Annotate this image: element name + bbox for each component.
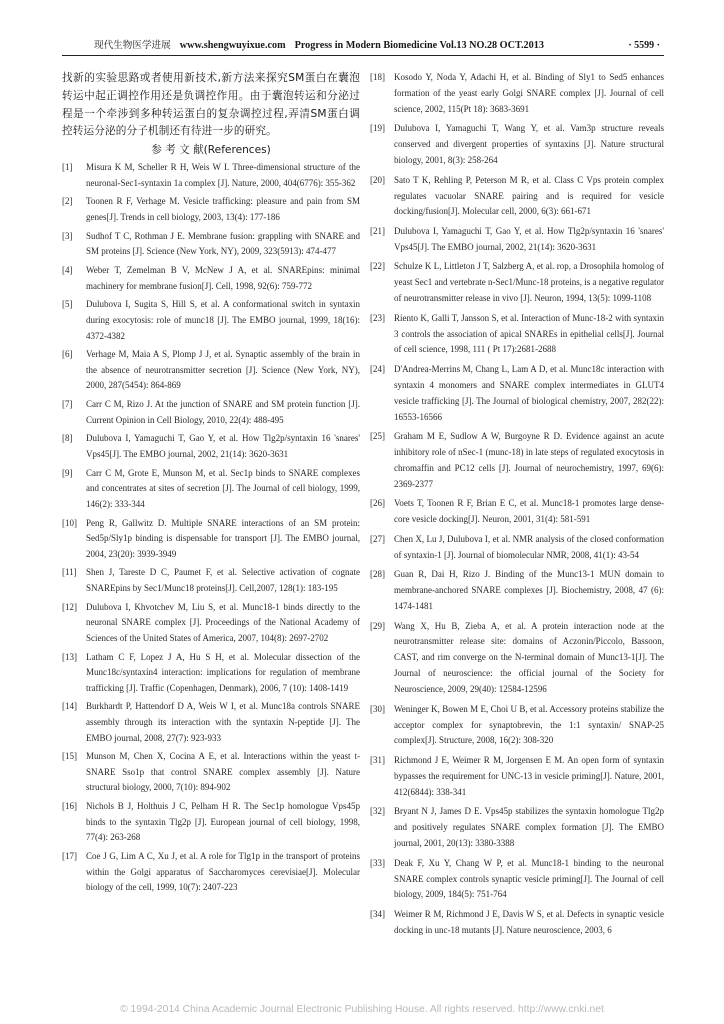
reference-text: Deak F, Xu Y, Chang W P, et al. Munc18-1 binding to the neuronal SNARE complex controls synaptic vesicle priming[J]. The Journal of cell biology, 2009, 184(5): 751-764 <box>394 857 664 900</box>
reference-number: [29] <box>370 620 385 631</box>
reference-number: [11] <box>62 567 77 578</box>
reference-number: [6] <box>62 349 73 360</box>
reference-text: Carr C M, Rizo J. At the junction of SNARE and SM protein function [J]. Current Opinion in Cell Biology, 2010, 22(4): 488-495 <box>86 399 360 425</box>
reference-text: Dulubova I, Yamaguchi T, Wang Y, et al. Vam3p structure reveals conserved and divergent properties of syntaxins [J]. Nature structural biology, 2001, 8(3): 258-264 <box>394 123 664 166</box>
right-column <box>370 70 664 942</box>
reference-number: [5] <box>62 299 73 310</box>
reference-list-right <box>370 70 664 939</box>
header-rule <box>62 55 664 56</box>
references-heading: 参 考 文 献(References) <box>151 144 271 157</box>
reference-text: Misura K M, Scheller R H, Weis W I. Three-dimensional structure of the neuronal-Sec1-syntaxin 1a complex [J]. Nature, 2000, 404(6776): 355-362 <box>86 162 360 188</box>
reference-number: [7] <box>62 399 73 410</box>
reference-item <box>62 565 360 596</box>
journal-website: www.shengwuyixue.com <box>179 40 286 51</box>
reference-text: Voets T, Toonen R F, Brian E C, et al. Munc18-1 promotes large dense-core vesicle docking[J]. Neuron, 2001, 31(4): 581-591 <box>394 498 664 525</box>
reference-text: Weimer R M, Richmond J E, Davis W S, et al. Defects in synaptic vesicle docking in unc-18 mutants [J]. Nature neuroscience, 2003, 6 <box>394 908 664 935</box>
reference-item <box>370 907 664 939</box>
reference-text: Dulubova I, Khvotchev M, Liu S, et al. Munc18-1 binds directly to the neuronal SNARE complex [J]. Proceedings of the National Academy of Sciences of the United States of America, 2007, 104(8): 2697-2702 <box>86 601 360 643</box>
reference-number: [32] <box>370 806 385 817</box>
reference-item <box>62 229 360 260</box>
reference-item <box>370 567 664 615</box>
reference-text: Schulze K L, Littleton J T, Salzberg A, et al. rop, a Drosophila homolog of yeast Sec1 and vertebrate n-Sec1/Munc-18 proteins, is a negative regulator of neurotransmitter release in vivo [J]. Neuron, 1994, 13(5): 1099-1108 <box>394 261 664 304</box>
reference-text: Latham C F, Lopez J A, Hu S H, et al. Molecular dissection of the Munc18c/syntaxin4 interaction: implications for regulation of membrane trafficking [J]. Traffic (Copenhagen, Denmark), 2006, 7 (10): 1408-1419 <box>86 651 360 693</box>
reference-item <box>370 702 664 750</box>
reference-number: [26] <box>370 498 385 509</box>
reference-text: Dulubova I, Yamaguchi T, Gao Y, et al. How Tlg2p/syntaxin 16 'snares' Vps45[J]. The EMBO journal, 2002, 21(14): 3620-3631 <box>394 225 664 252</box>
reference-item <box>62 297 360 344</box>
reference-text: Weninger K, Bowen M E, Choi U B, et al. Accessory proteins stabilize the acceptor complex for synaptobrevin, the 1:1 syntaxin/ SNAP-25 complex[J]. Structure, 2008, 16(2): 308-320 <box>394 703 664 746</box>
intro-paragraph: 找新的实验思路或者使用新技术,新方法来探究SM蛋白在囊泡转运中起正调控作用还是负调控作用。由于囊泡转运和分泌过程是一个牵涉到多种转运蛋白的复杂调控过程,弄清SM蛋白调控转运分泌的分子机制还有待进一步的研究。 <box>62 72 360 138</box>
reference-text: Shen J, Tareste D C, Paumet F, et al. Selective activation of cognate SNAREpins by Sec1/Munc18 proteins[J]. Cell,2007, 128(1): 183-195 <box>86 567 360 593</box>
reference-number: [25] <box>370 431 385 442</box>
reference-item <box>62 600 360 647</box>
reference-item <box>370 856 664 904</box>
left-column <box>62 70 360 899</box>
reference-text: Sudhof T C, Rothman J E. Membrane fusion: grappling with SNARE and SM proteins [J]. Science (New York, NY), 2009, 323(5913): 474-477 <box>86 230 360 257</box>
reference-number: [15] <box>62 751 77 762</box>
reference-text: Burkhardt P, Hattendorf D A, Weis W I, et al. Munc18a controls SNARE assembly through its interaction with the syntaxin N-peptide [J]. The EMBO journal, 2008, 27(7): 923-933 <box>86 701 360 743</box>
reference-item <box>62 849 360 896</box>
reference-item <box>62 516 360 563</box>
reference-number: [30] <box>370 703 385 714</box>
reference-text: Kosodo Y, Noda Y, Adachi H, et al. Binding of Sly1 to Sed5 enhances formation of the yeast early Golgi SNARE complex [J]. Journal of cell science, 2002, 115(Pt 18): 3683-3691 <box>394 72 664 114</box>
reference-text: Guan R, Dai H, Rizo J. Binding of the Munc13-1 MUN domain to membrane-anchored SNARE complexes [J]. Biochemistry, 2008, 47 (6): 1474-1481 <box>394 569 664 612</box>
reference-number: [24] <box>370 363 385 374</box>
reference-number: [21] <box>370 225 385 236</box>
reference-item <box>62 799 360 846</box>
reference-number: [34] <box>370 908 385 919</box>
reference-number: [14] <box>62 701 77 712</box>
reference-item <box>62 466 360 513</box>
reference-text: Bryant N J, James D E. Vps45p stabilizes the syntaxin homologue Tlg2p and positively regulates SNARE complex formation [J]. The EMBO journal, 2001, 20(13): 3380-3388 <box>394 806 664 849</box>
reference-text: Chen X, Lu J, Dulubova I, et al. NMR analysis of the closed conformation of syntaxin-1 [J]. Journal of biomolecular NMR, 2008, 41(1): 43-54 <box>394 533 664 560</box>
reference-item <box>62 650 360 697</box>
reference-item <box>62 194 360 225</box>
reference-number: [9] <box>62 467 73 478</box>
reference-text: Nichols B J, Holthuis J C, Pelham H R. The Sec1p homologue Vps45p binds to the syntaxin Tlg2p [J]. European journal of cell biology, 1998, 77(4): 263-268 <box>86 801 360 843</box>
reference-item <box>62 431 360 462</box>
reference-number: [19] <box>370 123 385 134</box>
reference-number: [31] <box>370 754 385 765</box>
reference-number: [2] <box>62 196 73 207</box>
reference-text: Munson M, Chen X, Cocina A E, et al. Interactions within the yeast t-SNARE Sso1p that control SNARE complex assembly [J]. Nature structural biology, 2000, 7(10): 894-902 <box>86 751 360 793</box>
reference-text: Sato T K, Rehling P, Peterson M R, et al. Class C Vps protein complex regulates vacuolar SNARE pairing and is required for vesicle docking/fusion[J]. Molecular cell, 2000, 6(3): 661-671 <box>394 174 664 217</box>
reference-item <box>370 121 664 169</box>
reference-text: Verhage M, Maia A S, Plomp J J, et al. Synaptic assembly of the brain in the absence of neurotransmitter secretion [J]. Science (New York, NY), 2000, 287(5454): 864-869 <box>86 349 360 391</box>
reference-item <box>370 429 664 493</box>
running-header <box>94 37 660 53</box>
reference-number: [33] <box>370 857 385 868</box>
reference-text: Richmond J E, Weimer R M, Jorgensen E M. An open form of syntaxin bypasses the requirement for UNC-13 in vesicle priming[J]. Nature, 2001, 412(6844): 338-341 <box>394 754 664 797</box>
reference-text: Peng R, Gallwitz D. Multiple SNARE interactions of an SM protein: Sed5p/Sly1p binding is dispensable for transport [J]. The EMBO journal, 2004, 23(20): 3939-3949 <box>86 517 360 559</box>
reference-text: Toonen R F, Verhage M. Vesicle trafficking: pleasure and pain from SM genes[J]. Trends in cell biology, 2003, 13(4): 177-186 <box>86 196 360 223</box>
reference-text: Wang X, Hu B, Zieba A, et al. A protein interaction node at the neurotransmitter release site: domains of Aczonin/Piccolo, Bassoon, CAST, and rim converge on the N-terminal domain of Munc13-1[J]. The Journal of neuroscience: the official journal of the Society for Neuroscience, 2009, 29(40): 12584-12596 <box>394 620 664 695</box>
reference-list-left <box>62 160 360 896</box>
reference-number: [18] <box>370 72 385 82</box>
reference-text: Weber T, Zemelman B V, McNew J A, et al. SNAREpins: minimal machinery for membrane fusion[J]. Cell, 1998, 92(6): 759-772 <box>86 265 360 291</box>
reference-item <box>370 173 664 221</box>
reference-item <box>370 532 664 564</box>
reference-number: [23] <box>370 312 385 323</box>
reference-text: Carr C M, Grote E, Munson M, et al. Sec1p binds to SNARE complexes and concentrates at sites of secretion [J]. The Journal of cell biology, 1999, 146(2): 333-344 <box>86 467 360 509</box>
reference-item <box>370 619 664 699</box>
reference-text: D'Andrea-Merrins M, Chang L, Lam A D, et al. Munc18c interaction with syntaxin 4 monomers and SNARE complex intermediates in GLUT4 vesicle trafficking [J]. The Journal of biological chemistry, 2007, 282(22): 16553-16566 <box>394 363 664 422</box>
reference-number: [4] <box>62 265 73 276</box>
reference-number: [10] <box>62 517 77 528</box>
reference-number: [3] <box>62 230 73 241</box>
reference-item <box>62 263 360 294</box>
reference-item <box>370 804 664 852</box>
reference-number: [28] <box>370 569 385 580</box>
reference-item <box>62 160 360 191</box>
reference-item <box>62 699 360 746</box>
reference-number: [20] <box>370 174 385 185</box>
reference-number: [27] <box>370 533 385 544</box>
reference-item <box>62 347 360 394</box>
reference-item <box>370 70 664 118</box>
reference-item <box>370 224 664 256</box>
reference-item <box>370 496 664 528</box>
reference-number: [22] <box>370 261 385 272</box>
reference-number: [8] <box>62 433 73 444</box>
reference-item <box>370 362 664 426</box>
reference-item <box>62 397 360 428</box>
copyright-footer: © 1994-2014 China Academic Journal Electronic Publishing House. All rights reserved. http://www.cnki.net <box>120 1004 604 1015</box>
journal-issue: Progress in Modern Biomedicine Vol.13 NO.28 OCT.2013 <box>294 40 544 51</box>
reference-item <box>62 749 360 796</box>
reference-number: [17] <box>62 851 77 862</box>
reference-text: Riento K, Galli T, Jansson S, et al. Interaction of Munc-18-2 with syntaxin 3 controls the association of apical SNAREs in epithelial cells[J]. Journal of cell science, 1998, 111 ( Pt 17):2681-2688 <box>394 312 664 355</box>
page-number: · 5599 · <box>628 40 660 51</box>
reference-number: [1] <box>62 162 73 173</box>
reference-item <box>370 259 664 307</box>
reference-text: Graham M E, Sudlow A W, Burgoyne R D. Evidence against an acute inhibitory role of nSec-1 (munc-18) in late steps of regulated exocytosis in chromaffin and PC12 cells [J]. Journal of neurochemistry, 1997, 69(6): 2369-2377 <box>394 431 664 489</box>
reference-text: Dulubova I, Sugita S, Hill S, et al. A conformational switch in syntaxin during exocytosis: role of munc18 [J]. The EMBO journal, 1999, 18(16): 4372-4382 <box>86 299 360 341</box>
reference-number: [12] <box>62 601 77 612</box>
journal-name-cn: 现代生物医学进展 <box>94 40 171 51</box>
reference-number: [16] <box>62 801 77 812</box>
reference-text: Dulubova I, Yamaguchi T, Gao Y, et al. How Tlg2p/syntaxin 16 'snares' Vps45[J]. The EMBO journal, 2002, 21(14): 3620-3631 <box>86 433 360 459</box>
reference-item <box>370 311 664 359</box>
reference-text: Coe J G, Lim A C, Xu J, et al. A role for Tlg1p in the transport of proteins within the Golgi apparatus of Saccharomyces cerevisiae[J]. Molecular biology of the cell, 1999, 10(7): 2407-223 <box>86 851 360 893</box>
reference-item <box>370 753 664 801</box>
reference-number: [13] <box>62 651 77 662</box>
